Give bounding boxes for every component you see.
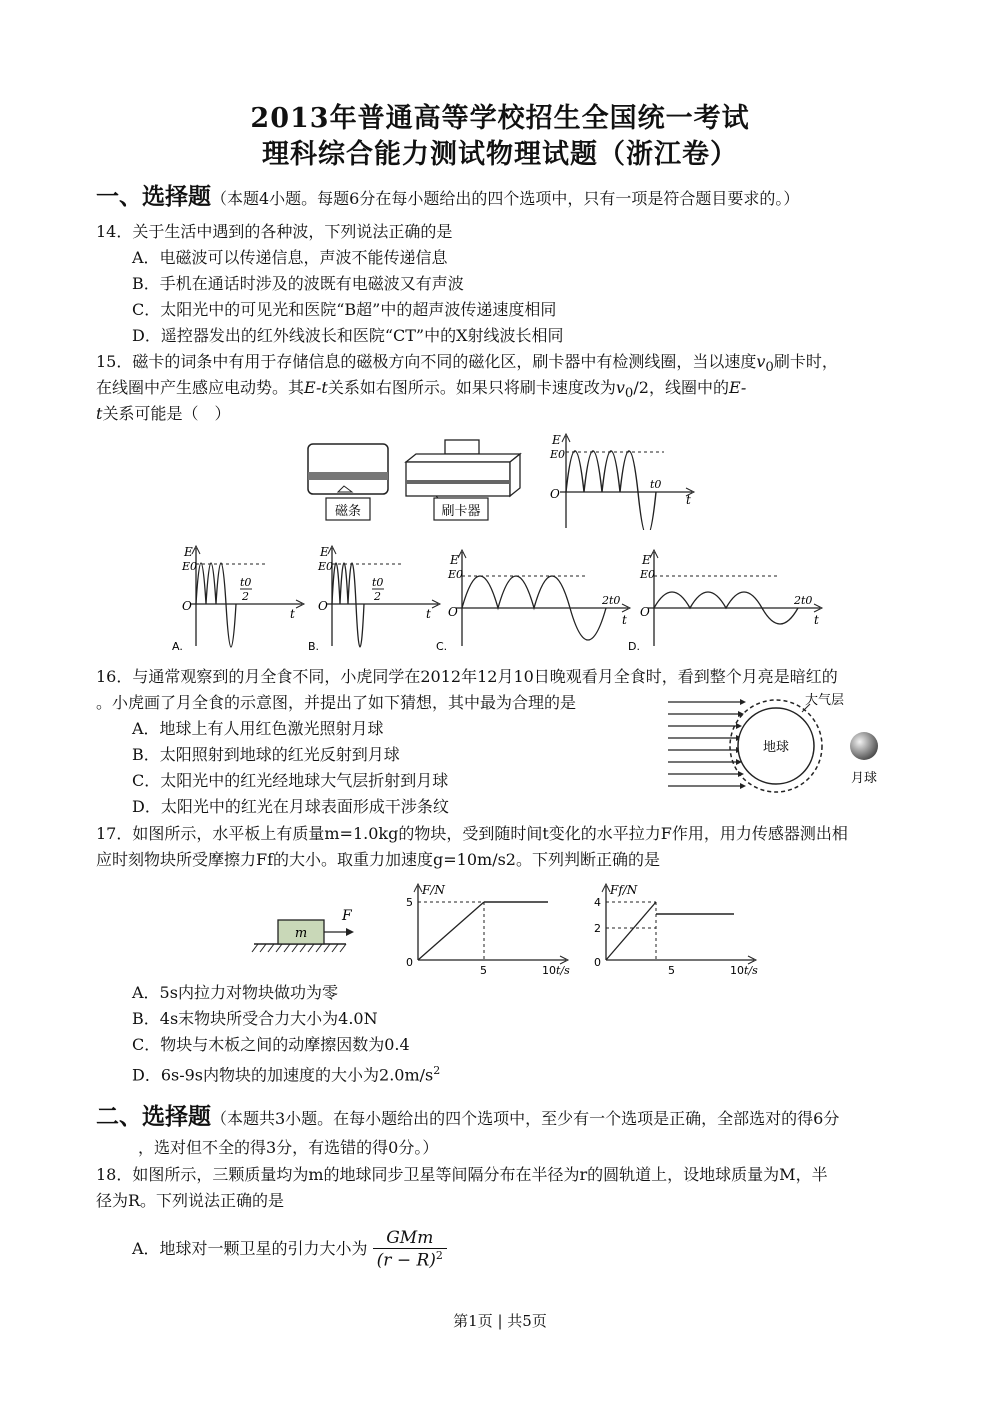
force-label: F <box>342 908 352 924</box>
fraction-numerator: GMm <box>373 1228 447 1249</box>
axis-e-label: E <box>552 433 561 447</box>
axis-t-label: t <box>622 613 627 627</box>
q15-text: /2，线圈中的 <box>633 378 729 397</box>
y-tick-2: 2 <box>594 922 601 935</box>
section-one-header <box>96 178 799 211</box>
axis-e0-label: E0 <box>448 568 464 581</box>
q15-graph-d <box>628 544 828 656</box>
ff-axis-label: Ff/N <box>610 883 638 897</box>
denominator-sup: 2 <box>435 1249 443 1262</box>
axis-e0-label: E0 <box>640 568 656 581</box>
lunar-eclipse-figure <box>660 690 870 800</box>
option-a-label: A. <box>172 640 183 653</box>
x-tick-5: 5 <box>668 964 675 976</box>
axis-origin-label: O <box>182 599 192 613</box>
q14-option-b: B．手机在通话时涉及的波既有电磁波又有声波 <box>132 274 464 293</box>
option-c-label: C. <box>436 640 448 653</box>
q18-option-a <box>132 1228 447 1271</box>
t0-label: t0 <box>650 478 662 491</box>
q17-option-d <box>132 1059 440 1087</box>
two-t0-label: 2t0 <box>794 594 813 607</box>
axis-t-label: t <box>290 607 295 621</box>
x-tick-5: 5 <box>480 964 487 976</box>
friction-time-graph <box>584 880 774 976</box>
q17-option-a: A．5s内拉力对物块做功为零 <box>132 983 338 1002</box>
q15-graph-a <box>170 540 310 656</box>
axis-e-label: E <box>184 545 193 559</box>
axis-e-label: E <box>642 553 651 567</box>
axis-t-label: t <box>686 493 691 507</box>
q15-v: v <box>756 352 766 371</box>
moon-label: 月球 <box>850 771 878 786</box>
option-b-label: B. <box>308 640 320 653</box>
q17-option-d-sup: 2 <box>433 1064 441 1077</box>
q16-option-a: A．地球上有人用红色激光照射月球 <box>132 719 384 738</box>
two-t0-label: 2t0 <box>602 594 621 607</box>
q15-graph-b <box>306 540 446 656</box>
q15-text: 关系可能是（ ） <box>102 404 231 423</box>
card-label: 磁条 <box>334 504 362 519</box>
q15-text: 刷卡时， <box>773 352 838 371</box>
q17-option-c: C．物块与木板之间的动摩擦因数为0.4 <box>132 1035 410 1054</box>
section-two-heading: 二、选择题 <box>96 1104 211 1130</box>
axis-e0-label: E0 <box>550 448 566 461</box>
q16-line2: 。小虎画了月全食的示意图，并提出了如下猜想，其中最为合理的是 <box>96 693 577 712</box>
axis-e0-label: E0 <box>182 560 198 573</box>
half-denominator: 2 <box>242 590 249 603</box>
q15-text: 关系如右图所示。如果只将刷卡速度改为 <box>327 378 616 397</box>
y-tick-4: 4 <box>594 896 601 909</box>
t-axis-unit: t/s <box>744 964 758 976</box>
q15-v-sub: 0 <box>765 360 774 376</box>
q17-line2: 应时刻物块所受摩擦力Ff的大小。取重力加速度g=10m/s2。下列判断正确的是 <box>96 850 660 869</box>
t0-label: t0 <box>240 576 252 589</box>
q14-option-d: D．遥控器发出的红外线波长和医院“CT”中的X射线波长相同 <box>132 326 564 345</box>
x-tick-10: 10 <box>542 964 556 976</box>
denominator-text: (r − R) <box>376 1250 436 1271</box>
section-one-heading: 一、选择题 <box>96 184 211 210</box>
exam-subtitle: 理科综合能力测试物理试题（浙江卷） <box>262 139 738 170</box>
earth-label: 地球 <box>762 740 790 755</box>
q15-t: t <box>96 404 103 423</box>
exam-title: 2013年普通高等学校招生全国统一考试 <box>250 103 750 134</box>
q15-text: 在线圈中产生感应电动势。其 <box>96 378 305 397</box>
y-tick-5: 5 <box>406 896 413 909</box>
q15-v-sub: 0 <box>624 386 634 402</box>
fraction-denominator <box>373 1249 447 1271</box>
option-d-label: D. <box>628 640 640 653</box>
q15-v: v <box>615 378 625 397</box>
axis-e-label: E <box>450 553 459 567</box>
q14-stem: 14．关于生活中遇到的各种波，下列说法正确的是 <box>96 222 453 241</box>
block-mass-label: m <box>294 926 308 941</box>
t0-label: t0 <box>372 576 384 589</box>
axis-origin-label: O <box>640 605 650 619</box>
axis-e-label: E <box>320 545 329 559</box>
q17-option-b: B．4s末物块所受合力大小为4.0N <box>132 1009 378 1028</box>
axis-e0-label: E0 <box>318 560 334 573</box>
half-denominator: 2 <box>374 590 381 603</box>
moon-icon <box>850 732 878 760</box>
q15-e: E- <box>728 378 747 397</box>
x-tick-10: 10 <box>730 964 744 976</box>
q18-line1: 18．如图所示，三颗质量均为m的地球同步卫星等间隔分布在半径为r的圆轨道上，设地球质量为M，半 <box>96 1165 828 1184</box>
section-one-note: （本题4小题。每题6分在每小题给出的四个选项中，只有一项是符合题目要求的。） <box>211 189 800 208</box>
q16-option-b: B．太阳照射到地球的红光反射到月球 <box>132 745 400 764</box>
q15-line3 <box>96 402 230 426</box>
q15-original-graph <box>540 430 700 530</box>
f-axis-label: F/N <box>422 883 445 897</box>
gravity-fraction <box>373 1228 447 1271</box>
reader-label: 刷卡器 <box>441 504 481 519</box>
q14-option-a: A．电磁波可以传递信息，声波不能传递信息 <box>132 248 448 267</box>
section-two-header <box>96 1098 839 1131</box>
q16-line1: 16．与通常观察到的月全食不同，小虎同学在2012年12月10日晚观看月全食时，看到整个月亮是暗红的 <box>96 667 838 686</box>
force-time-graph <box>396 880 586 976</box>
q15-et: E-t <box>304 378 328 397</box>
axis-t-label: t <box>426 607 431 621</box>
moon-figure <box>846 728 886 788</box>
section-two-note-cont: ，选对但不全的得3分，有选错的得0分。） <box>138 1138 439 1157</box>
axis-origin-label: O <box>550 487 560 501</box>
axis-origin-label: O <box>318 599 328 613</box>
q18-line2: 径为R。下列说法正确的是 <box>96 1191 285 1210</box>
q16-option-c: C．太阳光中的红光经地球大气层折射到月球 <box>132 771 449 790</box>
origin-label: 0 <box>406 956 413 969</box>
card-reader-figure <box>300 436 530 526</box>
q17-option-d-text: D．6s-9s内物块的加速度的大小为2.0m/s <box>132 1065 434 1085</box>
origin-label: 0 <box>594 956 601 969</box>
axis-origin-label: O <box>448 605 458 619</box>
q15-text: 15．磁卡的词条中有用于存储信息的磁极方向不同的磁化区，刷卡器中有检测线圈，当以速度 <box>96 352 757 371</box>
t-axis-unit: t/s <box>556 964 570 976</box>
block-figure <box>250 906 360 954</box>
page-footer: 第1页 | 共5页 <box>453 1312 547 1330</box>
section-two-note: （本题共3小题。在每小题给出的四个选项中，至少有一个选项是正确，全部选对的得6分 <box>211 1109 840 1128</box>
q17-line1: 17．如图所示，水平板上有质量m=1.0kg的物块，受到随时间t变化的水平拉力F作用，用力传感器测出相 <box>96 824 848 843</box>
q16-option-d: D．太阳光中的红光在月球表面形成干涉条纹 <box>132 797 449 816</box>
q18-option-a-text: A．地球对一颗卫星的引力大小为 <box>132 1238 368 1258</box>
q14-option-c: C．太阳光中的可见光和医院“B超”中的超声波传递速度相同 <box>132 300 557 319</box>
atmosphere-label: 大气层 <box>805 693 845 708</box>
q15-graph-c <box>436 544 636 656</box>
axis-t-label: t <box>814 613 819 627</box>
